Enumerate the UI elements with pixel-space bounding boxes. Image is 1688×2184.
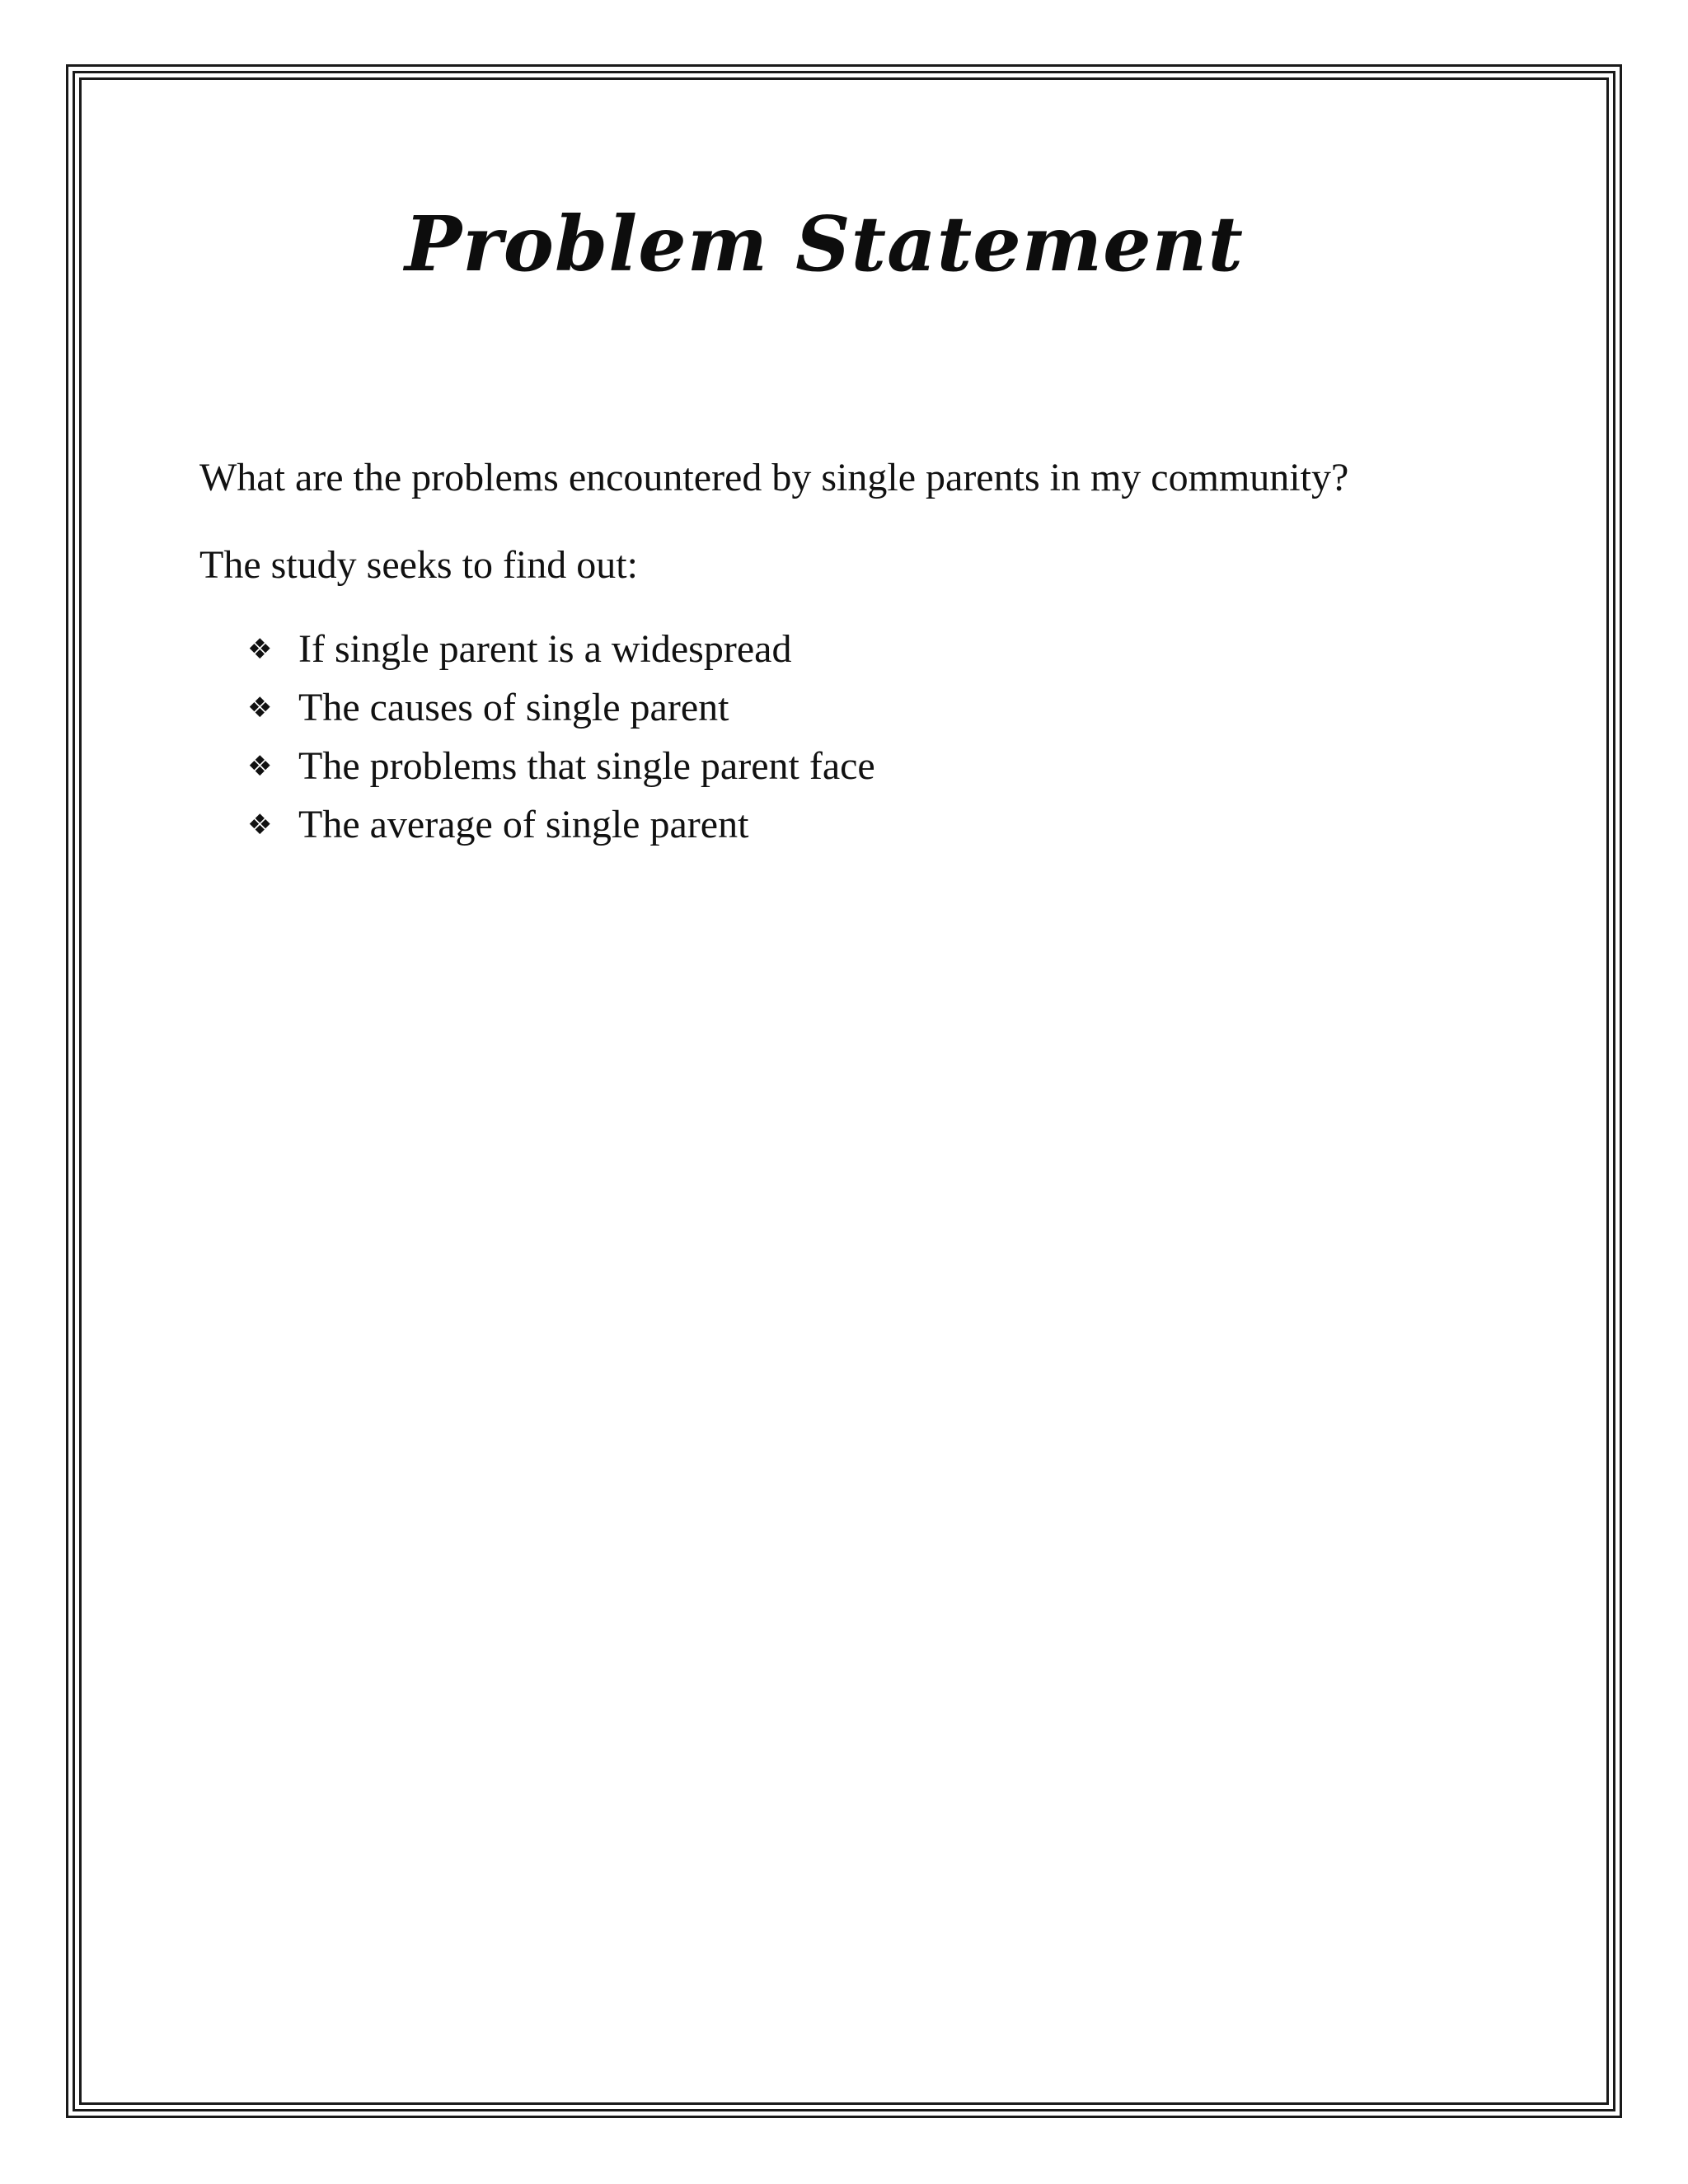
list-item-text: The causes of single parent bbox=[298, 686, 729, 729]
objectives-list bbox=[247, 620, 875, 854]
four-diamond-bullet-icon: ❖ bbox=[247, 632, 273, 666]
list-item bbox=[247, 620, 875, 678]
list-item-text: The average of single parent bbox=[298, 803, 749, 846]
list-item bbox=[247, 737, 875, 795]
list-item-text: The problems that single parent face bbox=[298, 744, 875, 788]
study-intro: The study seeks to find out: bbox=[199, 543, 638, 587]
four-diamond-bullet-icon: ❖ bbox=[247, 808, 273, 841]
four-diamond-bullet-icon: ❖ bbox=[247, 691, 273, 724]
list-item bbox=[247, 678, 875, 737]
page-border-inner bbox=[79, 77, 1609, 2105]
research-question: What are the problems encountered by single parents in my community? bbox=[199, 456, 1349, 499]
list-item-text: If single parent is a widespread bbox=[298, 627, 792, 671]
four-diamond-bullet-icon: ❖ bbox=[247, 749, 273, 783]
page-title: Problem Statement bbox=[404, 199, 1245, 288]
list-item bbox=[247, 795, 875, 854]
